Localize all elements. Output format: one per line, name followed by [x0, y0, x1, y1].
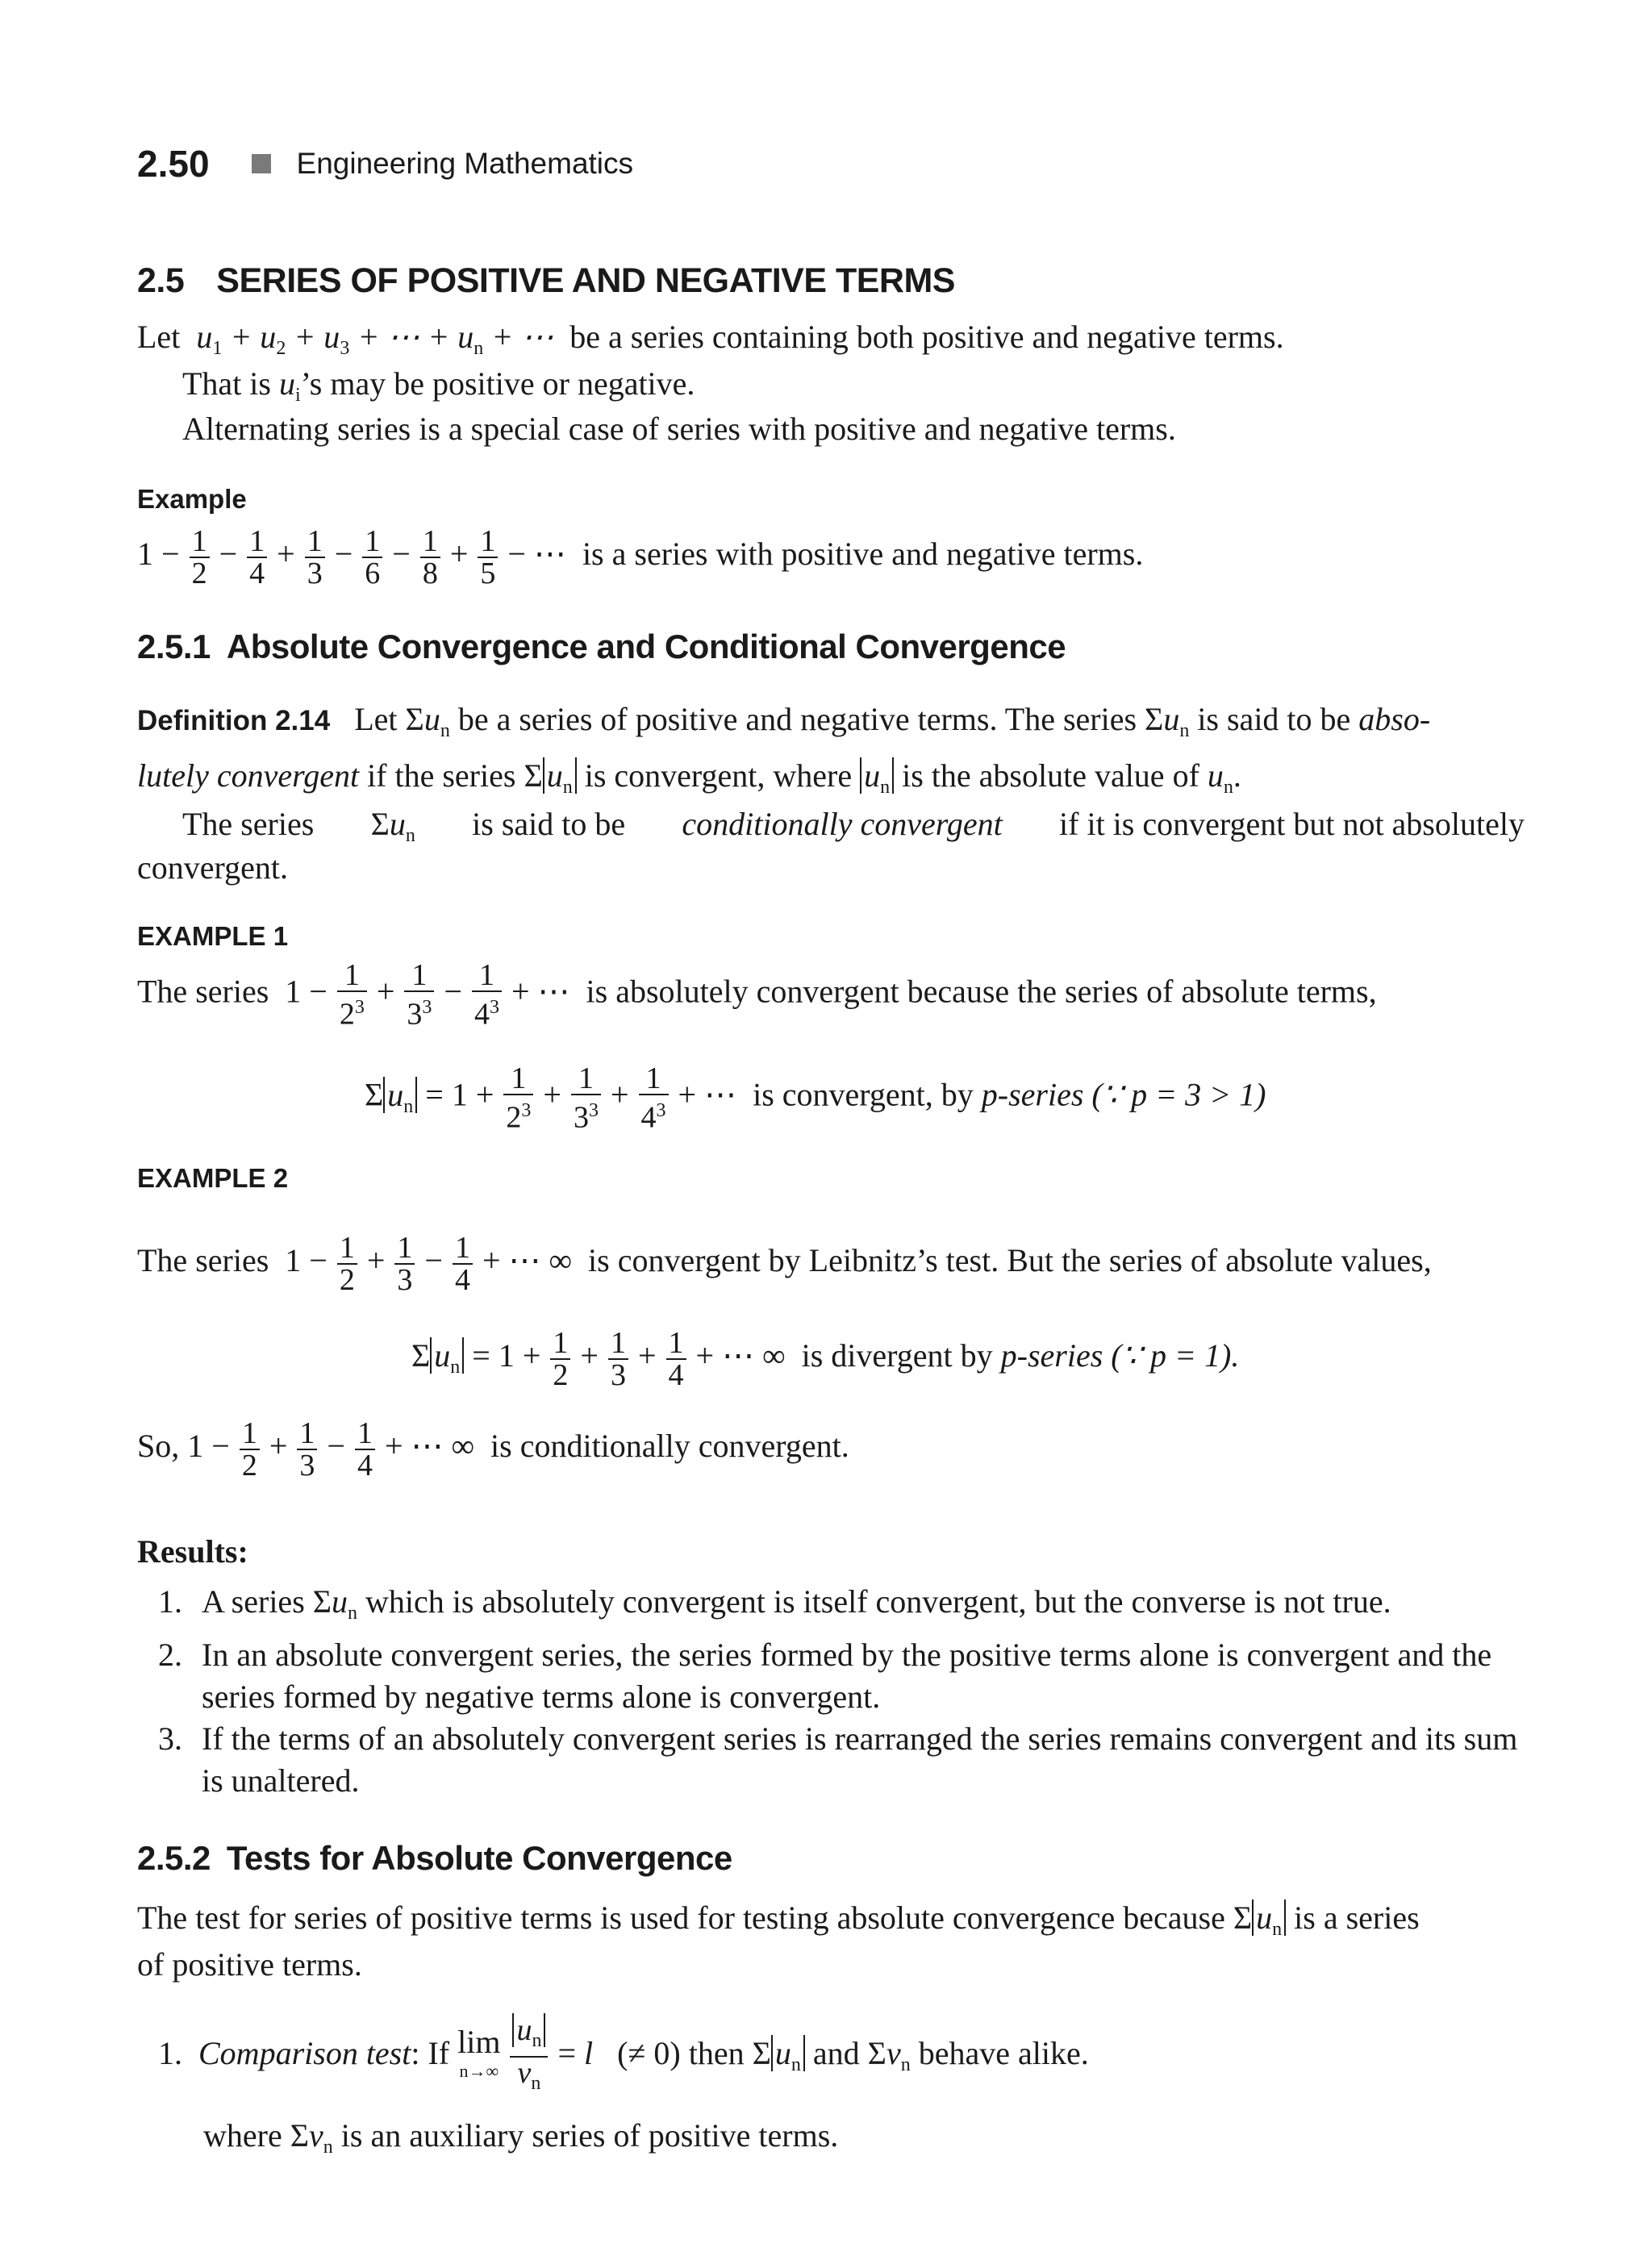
page-number: 2.50 [137, 143, 210, 185]
definition-line-3: The series $\Sigma u_n$ is said to be conditionally convergent if it is convergent but not absolutely [182, 806, 1525, 846]
section-heading [137, 261, 955, 301]
example2-line-2: Σ $u_n = 1$ + $\frac{1}{2}$ + $\frac{1}{3}$ + $\frac{1}{4}$ + ⋯ ∞ is divergent by p-series (∵ p = 1). [411, 1326, 1240, 1392]
example1-line-1: The series 1 − $\frac{1}{2^3}$ + $\frac{1}{3^3}$ − $\frac{1}{4^3}$ + ⋯ is absolutely convergent because the series of absolute terms, [137, 958, 1377, 1032]
subsection-heading-1: 2.5.1 Absolute Convergence and Conditional Convergence [137, 628, 1066, 665]
running-header [137, 142, 633, 186]
definition-line-1: Definition 2.14 Let $\Sigma u_n$ be a series of positive and negative terms. The series $\Sigma u_n$ is said to be abso- [137, 701, 1431, 741]
math-series: $u_1 + u_2 + u_3$ + ⋯ + $u_n$ + ⋯ [188, 319, 562, 359]
results-title: Results: [137, 1533, 248, 1570]
intro-line-3: Alternating series is a special case of series with positive and negative terms. [182, 411, 1176, 447]
square-bullet-icon [252, 154, 271, 173]
example-series: 1 − $\frac{1}{2}$ − $\frac{1}{4}$ + $\frac{1}{3}$ − $\frac{1}{6}$ − $\frac{1}{8}$ + $\frac{1}{5}$ − ⋯ is a series with positive and negative terms. [137, 524, 1144, 590]
list-item: 2. In an absolute convergent series, the series formed by the positive terms alone is convergent and the series formed by negative terms alone is convergent. [158, 1637, 1492, 1715]
intro-line-2: That is $u_i’s$ may be positive or negative. [182, 365, 695, 406]
example-label: Example [137, 484, 247, 514]
list-item: 3. If the terms of an absolutely convergent series is rearranged the series remains convergent and its sum is unaltered. [158, 1720, 1518, 1799]
book-title: Engineering Mathematics [296, 147, 634, 180]
tests-intro-line-2: of positive terms. [137, 1946, 362, 1983]
definition-line-4: convergent. [137, 849, 288, 886]
example2-line-3: So, 1 − $\frac{1}{2}$ + $\frac{1}{3}$ − $\frac{1}{4}$ + ⋯ ∞ is conditionally convergent. [137, 1416, 849, 1482]
results-list [137, 1581, 1525, 1802]
list-item: 1. A series $\Sigma u_n$ which is absolutely convergent is itself convergent, but the converse is not true. [158, 1583, 1391, 1624]
tests-intro-line-1: The test for series of positive terms is used for testing absolute convergence because Σ $u_n$ is a series [137, 1899, 1420, 1940]
example1-line-2: Σ $u_n = 1$ + $\frac{1}{2^3}$ + $\frac{1}{3^3}$ + $\frac{1}{4^3}$ + ⋯ is convergent, by p-series (∵ p = 3 > 1) [365, 1061, 1266, 1135]
definition-line-2: lutely convergent if the series Σ $u_n$ is convergent, where $u_n$ is the absolute value of $u_n$. [137, 757, 1241, 798]
section-number: 2.5 [137, 261, 185, 300]
example2-label: EXAMPLE 2 [137, 1163, 289, 1193]
section-title: SERIES OF POSITIVE AND NEGATIVE TERMS [216, 261, 955, 300]
comparison-test: 1. Comparison test: If lim n→∞ $\frac{u_n}{v_n}$ = l (≠ 0) then Σ $u_n$ and $\Sigma v_n$ behave alike. [158, 2013, 1089, 2094]
subsection-heading-2: 2.5.2 Tests for Absolute Convergence [137, 1839, 732, 1877]
example2-line-1: The series 1 − $\frac{1}{2}$ + $\frac{1}{3}$ − $\frac{1}{4}$ + ⋯ ∞ is convergent by Leibnitz’s test. But the series of absolute values, [137, 1231, 1432, 1297]
comparison-test-where: where $\Sigma v_n$ is an auxiliary series of positive terms. [203, 2117, 839, 2158]
intro-line-1: Let $u_1 + u_2 + u_3$ + ⋯ + $u_n$ + ⋯ be a series containing both positive and negative terms. [137, 319, 1284, 359]
definition-label: Definition 2.14 [137, 705, 331, 736]
example1-label: EXAMPLE 1 [137, 921, 289, 951]
